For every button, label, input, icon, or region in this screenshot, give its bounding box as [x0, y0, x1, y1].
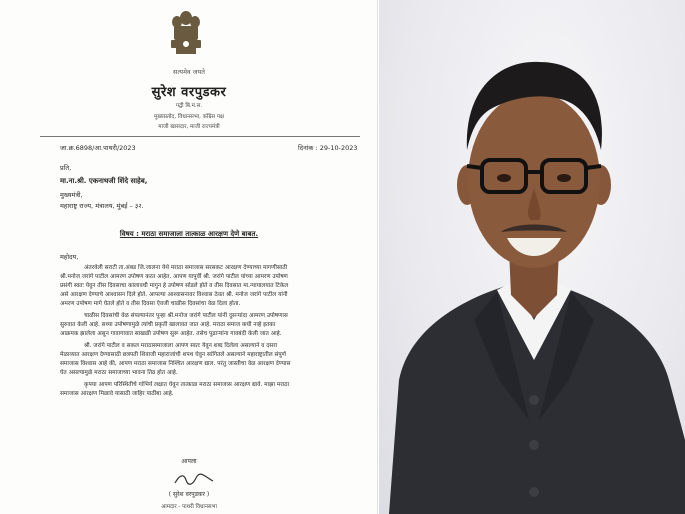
letterhead-divider	[40, 136, 360, 137]
letterhead-degree: पद्वी बि.म.स.	[175, 103, 203, 109]
to-label: प्रति,	[60, 164, 72, 172]
letterhead-position-1: मुख्यप्रतोद, विधानसभा, कॉंग्रेस पक्ष	[154, 114, 224, 120]
letter-body-line: समाजास विश्वास आहे की, आपण मराठा समाजास निश्चित आरक्षण द्याल. परंतु जास्तीचा वेळ आरक्षण देण्यास	[60, 361, 291, 367]
letter-body-line: अमरण उपोषण मागे घेतले होते व तीस दिवसा ऐवजी चाळीस दिवसांचा वेळ दिला होता.	[60, 301, 241, 307]
letterhead-position-2: माजी खासदार, माजी राज्यमंत्री	[158, 124, 220, 130]
portrait-photo	[379, 0, 685, 514]
letter-body-line: श्री.मनोज जरांगे पाटील आमरण उपोषण करत आहेत. आपण यापुर्वी श्री. जरांगे पाटील यांच्या आमरण उपोषण	[60, 274, 288, 280]
letter-body-line: समाजास आरक्षण मिळावे यासाठी जाहिर पाठींबा आहे.	[60, 391, 174, 397]
letter-body-line: श्री. जरांगे पाटील व सकल मराठासमाजाला आपण स्वतः येवुन शब्द दिलेला असल्याने व दसरा	[84, 343, 278, 349]
letter-date: दिनांक : 29-10-2023	[298, 144, 358, 152]
ashoka-emblem-icon	[166, 8, 206, 64]
signatory-designation: आमदार - पाथरी विधानसभा	[161, 504, 217, 510]
emblem-motto: सत्यमेव जयते	[173, 68, 205, 76]
letter-body-line: मेळाव्यात आरक्षण देण्यासाठी छत्रपती शिवाजी महाराजांची शपथ घेवुन सांगितले असल्याने महाराष्ट्रातील संपुर्ण	[60, 352, 286, 358]
addressee-address: महाराष्ट्र राज्य, मंत्रालय, मुंबई – ३२.	[60, 202, 144, 210]
letter-body-line: प्रसंगी स्वतः येवुन तीस दिवसाचा कालावधी मागुन हे उपोषण सोडले होते व तीस दिवसात मा.न्यायालयात टिकेल	[60, 283, 289, 289]
closing: आपला	[181, 458, 197, 465]
letter-body-line: कृपया आपण परिस्थितीचे गांभिर्य लक्षात घेवुन तात्काळ मराठा समाजास आरक्षण द्यावे. माझा मराठा	[84, 382, 290, 388]
addressee-title: मुख्यमंत्री,	[60, 191, 83, 199]
letter-body-line: आक्रमक झालेला असुन गावागावात साखळी उपोषण सुरू आहेत. तसेच पुढाऱ्यांना गावबंदी केली जात आहे.	[60, 331, 282, 337]
letterhead-name: सुरेश वरपुडकर	[151, 85, 227, 100]
signatory-name: ( सुरेश वरपुडकर )	[168, 491, 210, 498]
portrait-illustration	[379, 0, 685, 514]
letter-body-line: अंतरवेली सराटी ता.अंबड जि.जालना येथे मराठा समाजास सरसकट आरक्षण देण्याच्या मागणीसाठी	[84, 265, 288, 271]
letter-body-line: घेत असल्यामुळे मराठा समाजाच्या भावना तिव्र होत आहे.	[60, 370, 178, 376]
letter-body-line: असे आरक्षण देण्याचे आश्वासन दिले होते. आपल्या आश्वासनावर विश्वास ठेवत श्री. मनोज जरांगे पाटील यांनी	[60, 292, 288, 298]
signature-icon	[172, 470, 216, 488]
addressee-name: मा.ना.श्री. एकनाथजी शिंदे साहेब,	[60, 177, 148, 185]
reference-number: जा.क्र.6898/आ.पाथरी/2023	[60, 144, 136, 152]
letter-subject: विषय : मराठा समाजाला तात्काळ आरक्षण देणे बाबत.	[119, 230, 259, 238]
salutation: महोदय,	[60, 253, 79, 261]
letter-body-line: सुरुवात केली आहे. सध्या उपोषणामुळे त्यांची प्रकृती खालावत जात आहे. मराठा समाज कधी नव्हे इतका	[60, 322, 276, 328]
letter-body-line: चाळीस दिवसांची वेळ संपल्यानंतर पुन्हा श्री.मनोज जरांगे पाटील यांनी दुसऱ्यांदा आमरण उपोषणास	[84, 313, 288, 319]
